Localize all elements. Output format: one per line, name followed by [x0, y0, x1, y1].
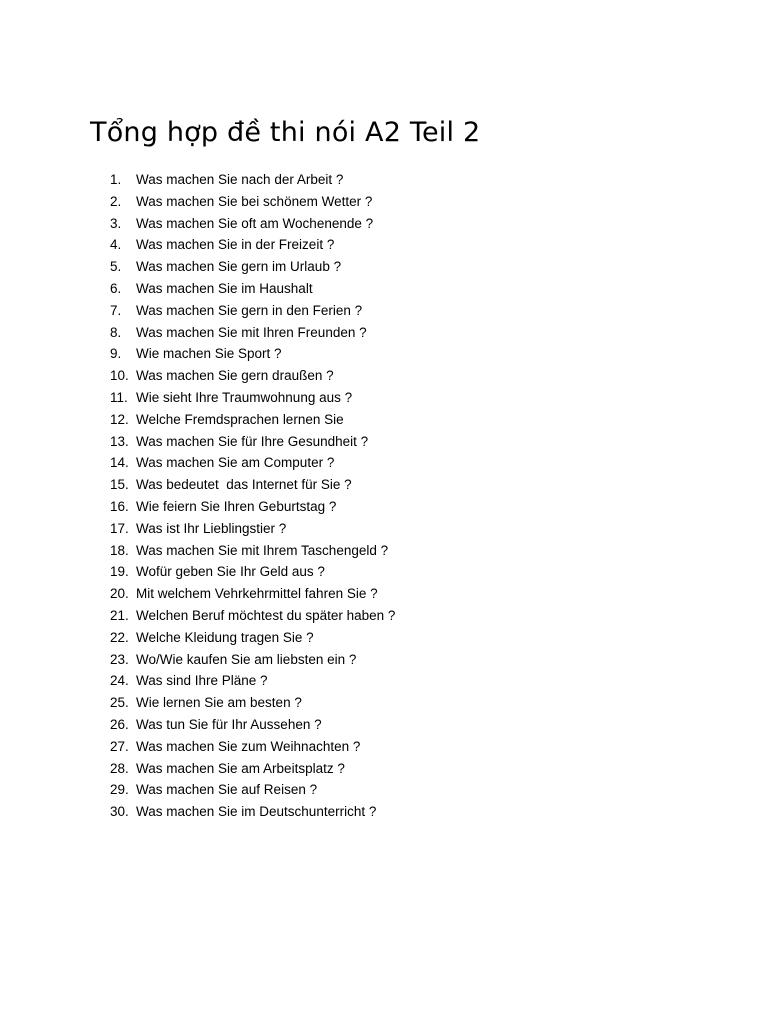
question-text: Was machen Sie für Ihre Gesundheit ? — [136, 433, 369, 449]
question-number: 20. — [110, 586, 129, 602]
question-text: Wo/Wie kaufen Sie am liebsten ein ? — [136, 651, 357, 667]
question-number: 24. — [110, 673, 129, 689]
question-text: Was machen Sie am Arbeitsplatz ? — [136, 760, 345, 776]
question-number: 30. — [110, 804, 129, 820]
question-number: 28. — [110, 760, 129, 776]
question-text: Was machen Sie im Deutschunterricht ? — [136, 804, 377, 820]
question-number: 23. — [110, 651, 129, 667]
question-text: Was machen Sie auf Reisen ? — [136, 782, 318, 798]
question-number: 19. — [110, 564, 129, 580]
question-number: 27. — [110, 738, 129, 754]
question-text: Wie sieht Ihre Traumwohnung aus ? — [136, 389, 353, 405]
question-number: 6. — [110, 280, 122, 296]
question-text: Was machen Sie mit Ihren Freunden ? — [136, 324, 367, 340]
question-text: Wie feiern Sie Ihren Geburtstag ? — [136, 498, 337, 514]
question-number: 21. — [110, 607, 129, 623]
question-text: Was machen Sie gern in den Ferien ? — [136, 302, 363, 318]
question-text: Wofür geben Sie Ihr Geld aus ? — [136, 564, 325, 580]
question-number: 18. — [110, 542, 129, 558]
question-number: 10. — [110, 368, 129, 384]
question-text: Was ist Ihr Lieblingstier ? — [136, 520, 287, 536]
question-number: 8. — [110, 324, 122, 340]
question-text: Was machen Sie gern im Urlaub ? — [136, 259, 342, 275]
question-text: Was machen Sie mit Ihrem Taschengeld ? — [136, 542, 389, 558]
question-number: 22. — [110, 629, 129, 645]
question-number: 15. — [110, 477, 129, 493]
question-number: 7. — [110, 302, 122, 318]
question-number: 5. — [110, 259, 122, 275]
question-number: 1. — [110, 172, 122, 187]
question-number: 14. — [110, 455, 129, 471]
question-number: 3. — [110, 215, 122, 231]
question-text: Was machen Sie gern draußen ? — [136, 368, 334, 384]
question-text: Welchen Beruf möchtest du später haben ? — [136, 607, 396, 623]
question-text: Was machen Sie bei schönem Wetter ? — [136, 193, 373, 209]
question-text: Was machen Sie im Haushalt — [136, 280, 313, 296]
question-number: 26. — [110, 716, 129, 732]
question-number: 17. — [110, 520, 129, 536]
question-number: 29. — [110, 782, 129, 798]
question-number: 4. — [110, 237, 122, 253]
question-text: Welche Fremdsprachen lernen Sie — [136, 411, 344, 427]
question-number: 2. — [110, 193, 122, 209]
question-text: Was machen Sie in der Freizeit ? — [136, 237, 335, 253]
question-text: Wie lernen Sie am besten ? — [136, 695, 302, 711]
question-text: Was machen Sie oft am Wochenende ? — [136, 215, 374, 231]
question-number: 25. — [110, 695, 129, 711]
question-text: Mit welchem Vehrkehrmittel fahren Sie ? — [136, 586, 378, 602]
question-number: 16. — [110, 498, 129, 514]
question-number: 13. — [110, 433, 129, 449]
question-text: Was tun Sie für Ihr Aussehen ? — [136, 716, 322, 732]
question-text: Was machen Sie zum Weihnachten ? — [136, 738, 361, 754]
question-number: 12. — [110, 411, 129, 427]
question-text: Was bedeutet das Internet für Sie ? — [136, 477, 352, 493]
question-number: 9. — [110, 346, 122, 362]
question-text: Was machen Sie am Computer ? — [136, 455, 335, 471]
page-title: Tổng hợp đề thi nói A2 Teil 2 — [90, 117, 481, 148]
question-text: Was machen Sie nach der Arbeit ? — [136, 172, 344, 187]
question-number: 11. — [110, 389, 128, 405]
question-text: Was sind Ihre Pläne ? — [136, 673, 268, 689]
question-text: Welche Kleidung tragen Sie ? — [136, 629, 314, 645]
question-text: Wie machen Sie Sport ? — [136, 346, 282, 362]
